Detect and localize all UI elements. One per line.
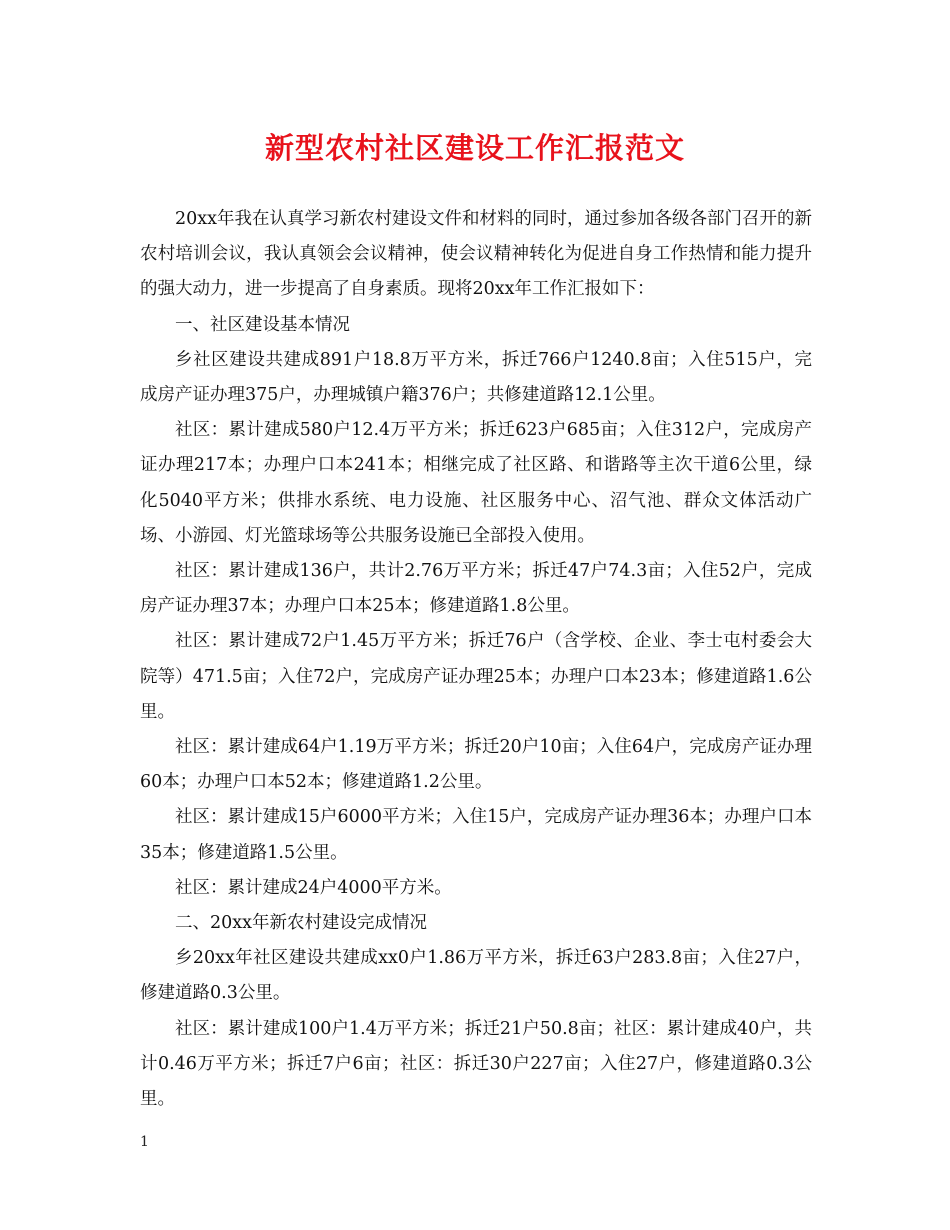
paragraph: 社区：累计建成100户1.4万平方米；拆迁21户50.8亩；社区：累计建成40户，共计0.46万平方米；拆迁7户6亩；社区：拆迁30户227亩；入住27户，修建道路0.3公里。	[140, 1018, 812, 1110]
document-title: 新型农村社区建设工作汇报范文	[264, 131, 685, 165]
paragraph: 社区：累计建成580户12.4万平方米；拆迁623户685亩；入住312户，完成房产证办理217本；办理户口本241本；相继完成了社区路、和谐路等主次干道6公里，绿化5040平方米；供排水系统、电力设施、社区服务中心、沼气池、群众文体活动广场、小游园、灯光篮球场等公共服务设施已全部投入使用。	[140, 420, 812, 546]
paragraph: 社区：累计建成64户1.19万平方米；拆迁20户10亩；入住64户，完成房产证办理60本；办理户口本52本；修建道路1.2公里。	[140, 737, 812, 793]
section-heading-1: 一、社区建设基本情况	[175, 314, 350, 335]
paragraph: 社区：累计建成24户4000平方米。	[175, 877, 452, 898]
section-heading-2: 二、20xx年新农村建设完成情况	[175, 913, 428, 934]
paragraph: 社区：累计建成136户，共计2.76万平方米；拆迁47户74.3亩；入住52户，完成房产证办理37本；办理户口本25本；修建道路1.8公里。	[140, 561, 812, 617]
paragraph: 乡20xx年社区建设共建成xx0户1.86万平方米，拆迁63户283.8亩；入住27户，修建道路0.3公里。	[140, 948, 812, 1004]
paragraph-intro: 20xx年我在认真学习新农村建设文件和材料的同时，通过参加各级各部门召开的新农村培训会议，我认真领会会议精神，使会议精神转化为促进自身工作热情和能力提升的强大动力，进一步提高了自身素质。现将20xx年工作汇报如下：	[140, 209, 813, 300]
paragraph: 社区：累计建成72户1.45万平方米；拆迁76户（含学校、企业、李士屯村委会大院等）471.5亩；入住72户，完成房产证办理25本；办理户口本23本；修建道路1.6公里。	[140, 631, 812, 722]
paragraph: 乡社区建设共建成891户18.8万平方米，拆迁766户1240.8亩；入住515户，完成房产证办理375户，办理城镇户籍376户；共修建道路12.1公里。	[140, 349, 812, 406]
paragraph: 社区：累计建成15户6000平方米；入住15户，完成房产证办理36本；办理户口本35本；修建道路1.5公里。	[140, 807, 812, 863]
page-number: 1	[140, 1134, 149, 1150]
document-body	[140, 202, 812, 1117]
